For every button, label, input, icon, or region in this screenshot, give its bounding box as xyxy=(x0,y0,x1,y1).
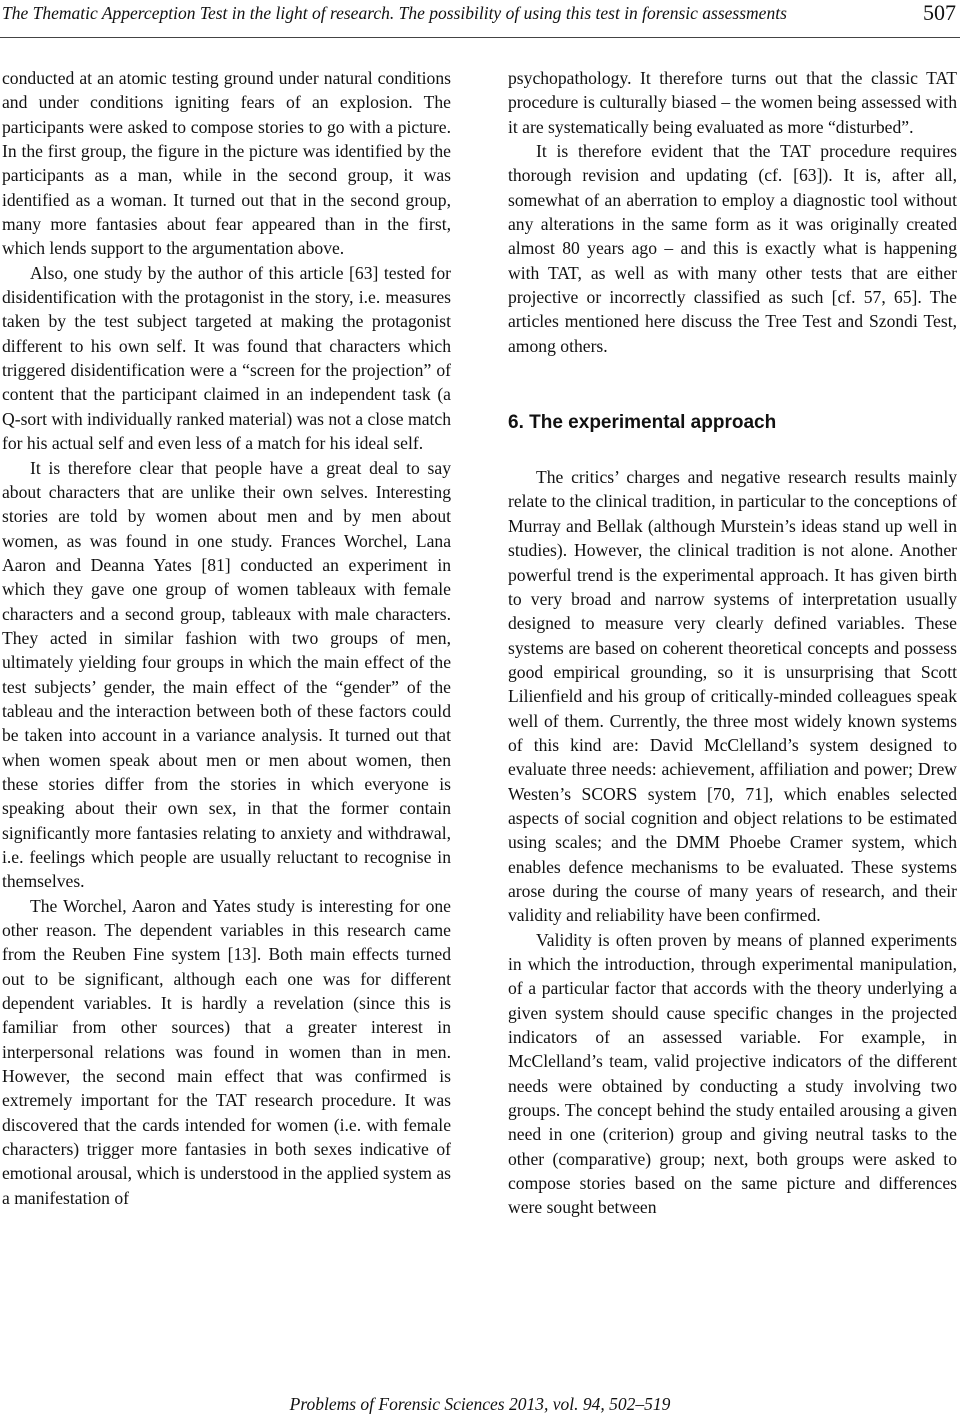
footer-citation: Problems of Forensic Sciences 2013, vol. 94, 502–519 xyxy=(289,1394,671,1414)
left-paragraph-2: Also, one study by the author of this article [63] tested for disidentification with the protagonist in the story, i.e. measures taken by the test subject targeted at making the protagonist different to his own self. It was found that characters which triggered disidentification were a “screen for the projection” of content that the participant claimed in an independent task (a Q-sort with individually ranked material) was not a close match for his actual self and even less of a match for his ideal self. xyxy=(2,262,452,454)
right-column xyxy=(508,66,957,1220)
running-head: The Thematic Apperception Test in the light of research. The possibility of using this test in forensic assessments xyxy=(2,3,787,23)
page-number: 507 xyxy=(923,0,956,25)
left-paragraph-1: conducted at an atomic testing ground under natural conditions and under conditions igniting fears of an explosion. The participants were asked to compose stories to go with a picture. In the first group, the figure in the picture was identified by the participants as a man, while in the second group, it was identified as a woman. It turned out that in the second group, many more fantasies about fear appeared than in the first, which lends support to the argumentation above. xyxy=(2,68,451,259)
header-rule xyxy=(0,37,960,38)
right-paragraph-3: The critics’ charges and negative research results mainly relate to the clinical tradition, in particular to the conceptions of Murray and Bellak (although Murstein’s ideas stand up well in studies). However, the clinical tradition is not alone. Another powerful trend is the experimental approach. It has given birth to very broad and narrow systems of interpretation usually designed to measure very clearly defined variables. These systems are based on coherent theoretical concepts and possess good empirical grounding, so it is unsurprising that Scott Lilienfield and his group of critically-minded colleagues speak well of them. Currently, the three most widely known systems of this kind are: David McClelland’s system designed to evaluate three needs: achievement, affiliation and power; Drew Westen’s SCORS system [70, 71], which enables selected aspects of social cognition and object relations to be estimated using scales; and the DMM Phoebe Cramer system, which enables defence mechanisms to be evaluated. These systems arose during the course of many years of research, and their validity and reliability have been confirmed. xyxy=(508,467,957,926)
right-paragraph-2: It is therefore evident that the TAT procedure requires thorough revision and updating (cf. [63]). It is, after all, somewhat of an aberration to employ a diagnostic tool without any alterations in the same form as it was originally created almost 80 years ago – and this is exactly what is happening with TAT, as well as with many other tests that are either projective or incorrectly classified as such [cf. 57, 65]. The articles mentioned here discuss the Tree Test and Szondi Test, among others. xyxy=(508,141,957,356)
left-column xyxy=(2,66,451,1210)
journal-footer xyxy=(0,1394,960,1414)
right-paragraph-1: psychopathology. It therefore turns out that the classic TAT procedure is culturally biased – the women being assessed with it are systematically being evaluated as more “disturbed”. xyxy=(508,68,957,137)
left-paragraph-4: The Worchel, Aaron and Yates study is interesting for one other reason. The dependent variables in this research came from the Reuben Fine system [13]. Both main effects turned out to be significant, although each one was for different dependent variables. It is hardly a revelation (since this is familiar from other sources) that a greater interest in interpersonal relations was found in women than in men. However, the second main effect that was confirmed is extremely important for the TAT research procedure. It was discovered that the cards intended for women (i.e. with female characters) trigger more fantasies in both sexes indicative of emotional arousal, which is understood in the applied system as a manifestation of xyxy=(2,895,451,1208)
left-paragraph-3: It is therefore clear that people have a great deal to say about characters that are unlike their own selves. Interesting stories are told by women about men and by men about women, as was found in one study. Frances Worchel, Lana Aaron and Deanna Yates [81] conducted an experiment in which they gave one group of women tableaux with female characters and a second group, tableaux with male characters. They acted in similar fashion with two groups of men, ultimately yielding four groups in which the main effect of the test subjects’ gender, the main effect of the “gender” of the tableau and the interaction between both of these factors could be taken into account in a variance analysis. It turned out that when women speak about men or men about women, then these stories differ from the stories in which everyone is speaking about their own sex, in that the former contain significantly more fantasies relating to anxiety and withdrawal, i.e. feelings which people are usually reluctant to recognise in themselves. xyxy=(2,457,451,892)
right-paragraph-4: Validity is often proven by means of planned experiments in which the introduction, through experimental manipulation, of a particular factor that accords with the theory underlying a given system should cause specific changes in the projected indicators of an assessed variable. For example, in McClelland’s team, valid projective indicators of the different needs were obtained by conducting a study involving two groups. The concept behind the study entailed arousing a given need in one (criterion) group and giving neutral tasks to the other (comparative) group; next, both groups were asked to compose stories based on the same picture and differences were sought between xyxy=(508,929,957,1218)
section-heading: 6. The experimental approach xyxy=(508,412,777,434)
